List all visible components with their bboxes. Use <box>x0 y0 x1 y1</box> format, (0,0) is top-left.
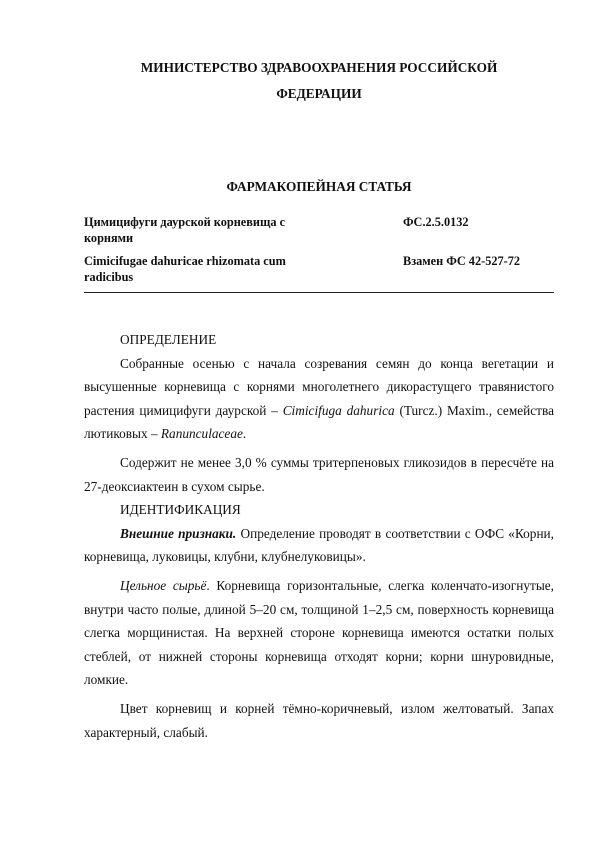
drug-name-latin: Cimicifugae dahuricae rhizomata cum radicibus <box>84 254 286 284</box>
identification-paragraph-2 <box>84 574 554 692</box>
definition-text-b: (Turcz.) Maxim., семейства лютиковых – <box>84 402 554 442</box>
drug-name-russian: Цимицифуги даурской корневища с корнями <box>84 215 286 245</box>
section-heading-identification: ИДЕНТИФИКАЦИЯ <box>120 502 241 518</box>
identification-paragraph-3: Цвет корневищ и корней тёмно-коричневый, излом желтоватый. Запах характерный, слабый. <box>84 700 554 740</box>
document-title: ФАРМАКОПЕЙНАЯ СТАТЬЯ <box>226 179 412 194</box>
document-body <box>84 328 554 744</box>
identification-paragraph-1 <box>84 522 554 569</box>
replaces-article: Взамен ФС 42-527-72 <box>403 254 521 268</box>
external-features-label: Внешние признаки. <box>120 525 237 541</box>
definition-paragraph-1 <box>84 352 554 446</box>
ministry-header <box>84 55 554 107</box>
ministry-line-1: МИНИСТЕРСТВО ЗДРАВООХРАНЕНИЯ РОССИЙСКОЙ <box>140 60 498 75</box>
whole-material-text: . Корневища горизонтальные, слегка коленчато-изогнутые, внутри часто полые, длиной 5–20 см, толщиной 1–2,5 см, поверхность корневища слегка морщинистая. На верхней стороне корневища имеются остатки полых стеблей, от нижней стороны корневища отходят корни; корни шнуровидные, ломкие. <box>84 577 554 688</box>
header-divider <box>84 292 554 293</box>
species-name: Cimicifuga dahurica <box>282 402 395 418</box>
ministry-line-2: ФЕДЕРАЦИИ <box>276 86 362 101</box>
family-name: Ranunculaceae <box>160 426 243 442</box>
definition-paragraph-2: Содержит не менее 3,0 % суммы тритерпеновых гликозидов в пересчёте на 27-деоксиактеин в сухом сырье. <box>84 454 554 494</box>
article-code: ФС.2.5.0132 <box>403 215 469 229</box>
whole-material-label: Цельное сырьё <box>120 577 207 593</box>
definition-text-c: . <box>242 426 247 442</box>
definition-text-a: Собранные осенью с начала созревания семян до конца вегетации и высушенные корневища с корнями многолетнего дикорастущего травянистого растения цимицифуги даурской – <box>84 355 554 418</box>
external-features-text: Определение проводят в соответствии с ОФС «Корни, корневища, луковицы, клубни, клубнелуковицы». <box>84 525 555 565</box>
section-heading-definition: ОПРЕДЕЛЕНИЕ <box>120 332 217 347</box>
